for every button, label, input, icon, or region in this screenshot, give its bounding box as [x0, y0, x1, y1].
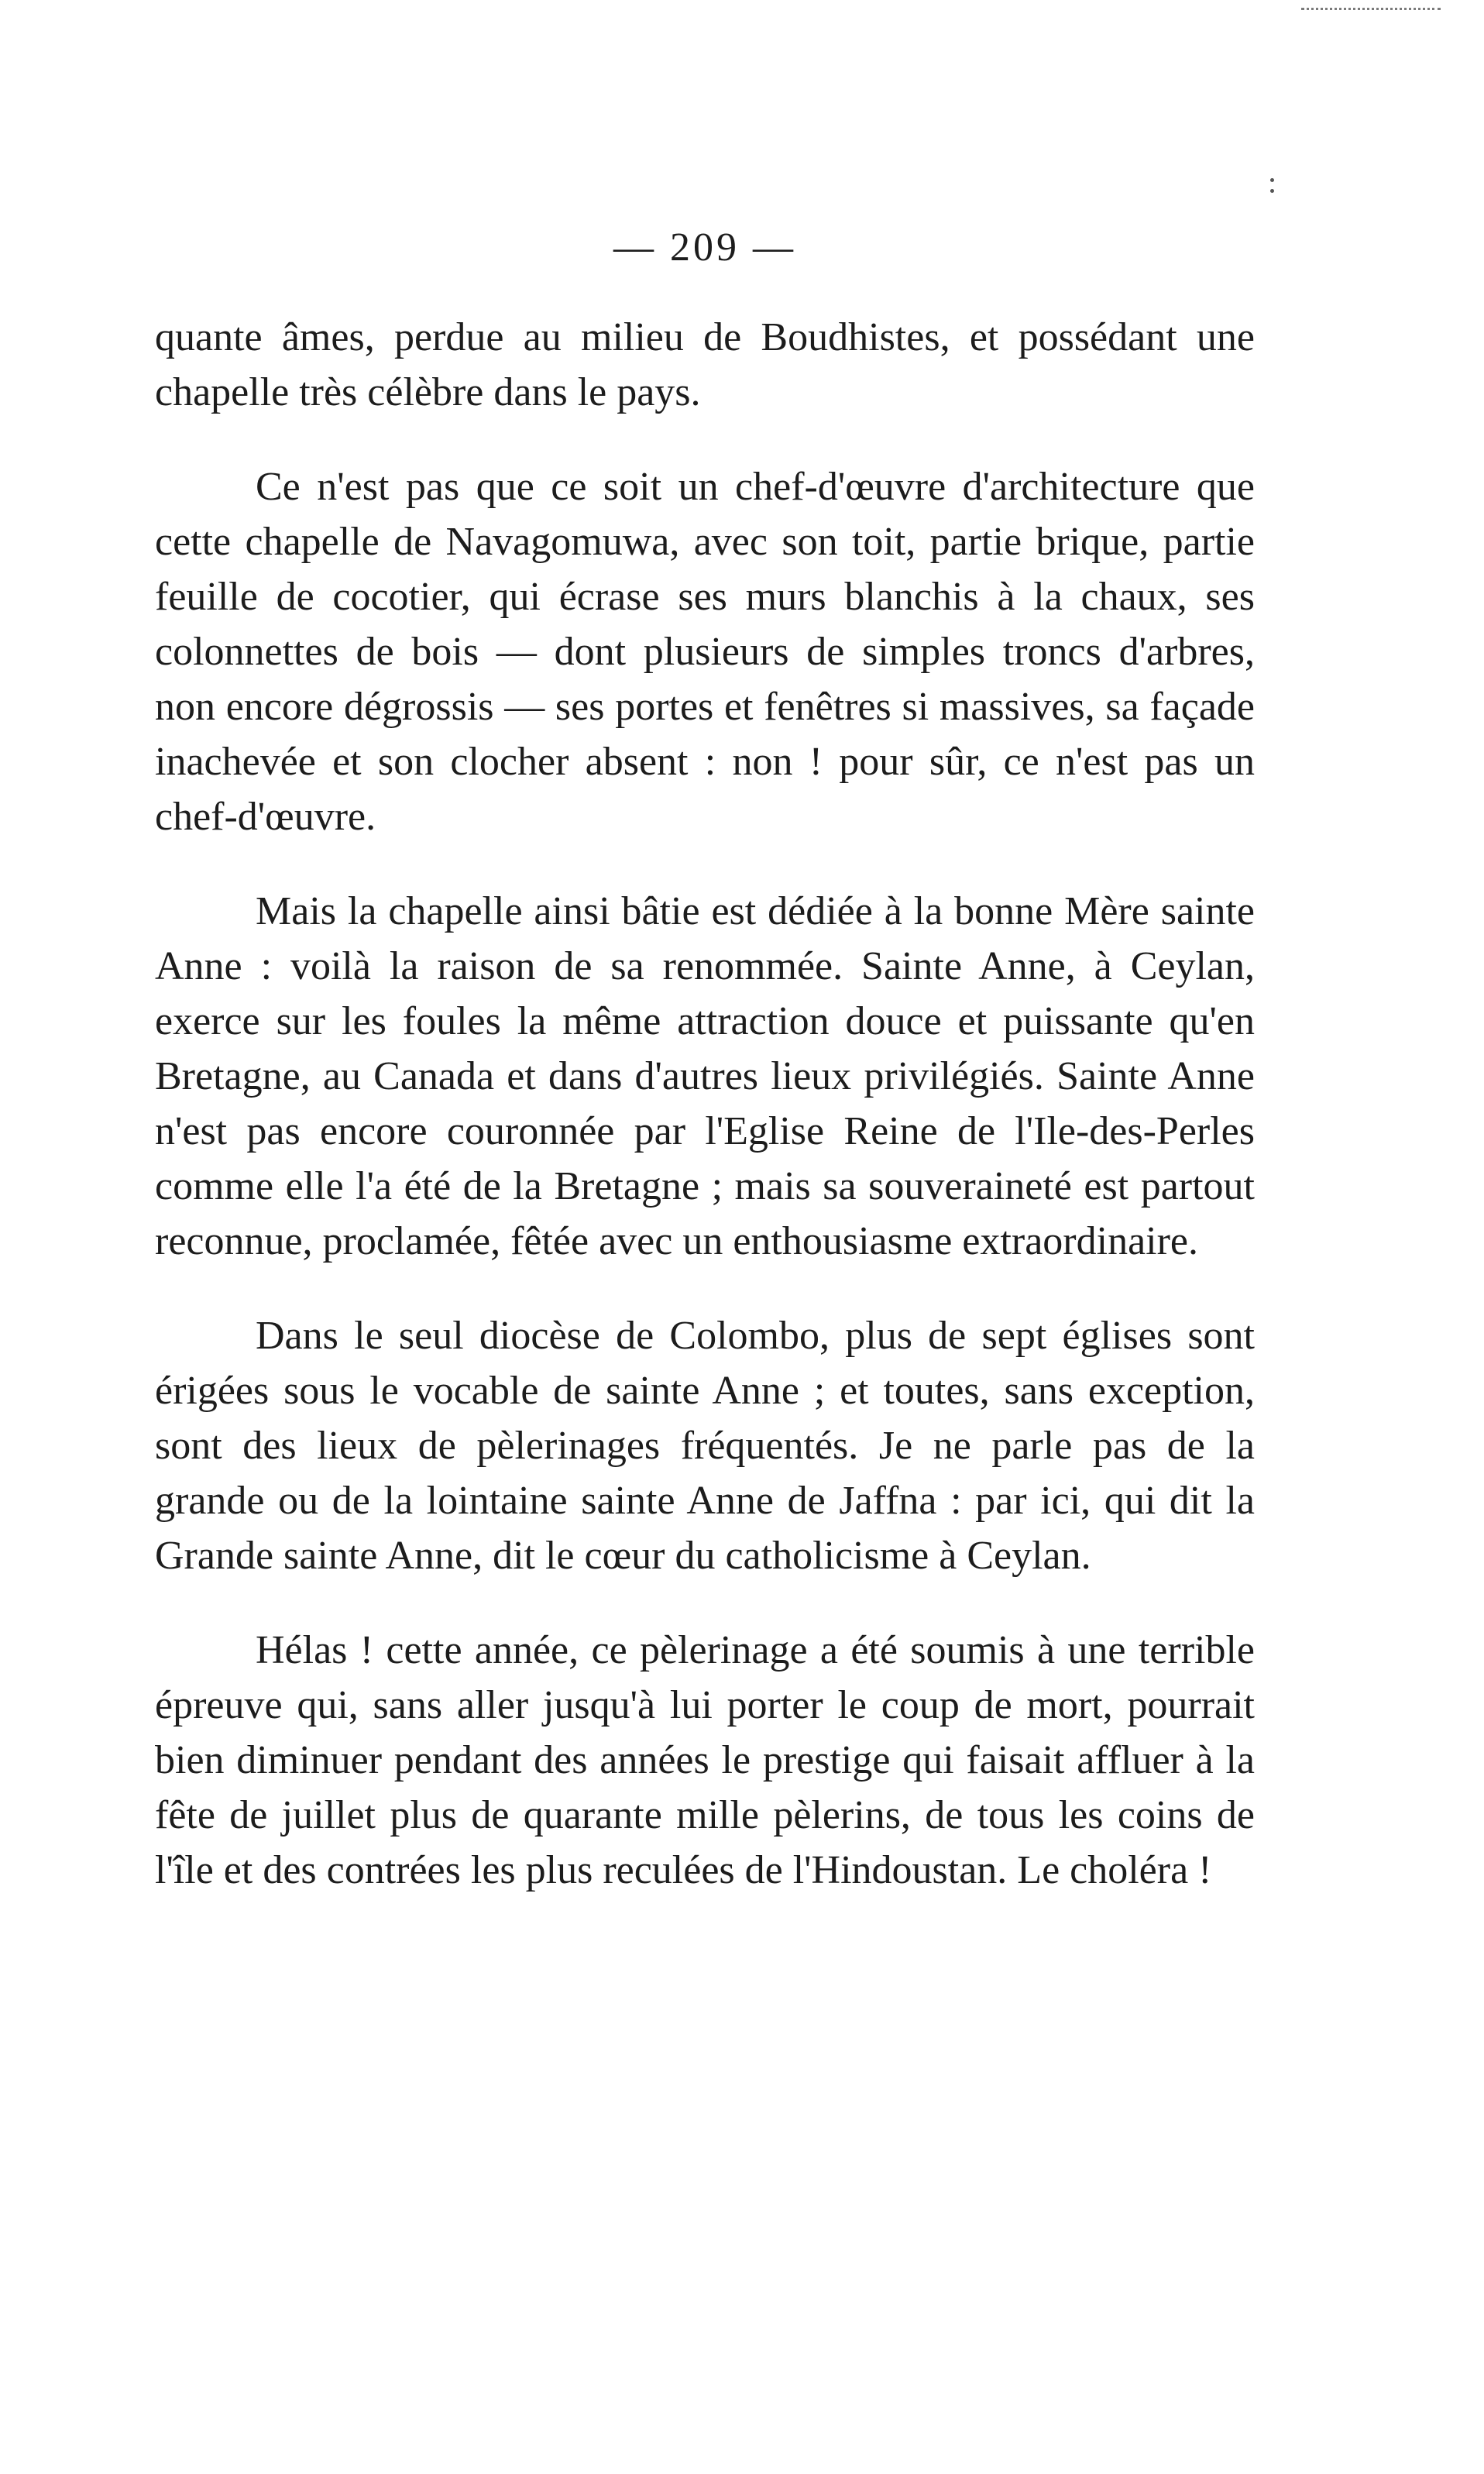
book-page: [155, 0, 1255, 2474]
paragraph-3: Mais la chapelle ainsi bâtie est dédiée à la bonne Mère sainte Anne : voilà la raison de sa renommée. Sainte Anne, à Ceylan, exerce sur les foules la même attraction douce et puissante qu'en Bretagne, au Canada et dans d'autres lieux privilégiés. Sainte Anne n'est pas encore couronnée par l'Eglise Reine de l'Ile-des-Perles comme elle l'a été de la Bretagne ; mais sa souveraineté est partout reconnue, proclamée, fêtée avec un enthousiasme extraordinaire.: [155, 889, 1255, 1263]
paragraph-5: Hélas ! cette année, ce pèlerinage a été soumis à une terrible épreuve qui, sans aller jusqu'à lui porter le coup de mort, pourrait bien diminuer pendant des années le prestige qui faisait affluer à la fête de juillet plus de quarante mille pèlerins, de tous les coins de l'île et des contrées les plus reculées de l'Hindoustan. Le choléra !: [155, 1628, 1255, 1892]
page-number: — 209 —: [613, 225, 796, 270]
page-body: [155, 310, 1255, 1898]
scan-specks: [1270, 178, 1275, 197]
paragraph-2: Ce n'est pas que ce soit un chef-d'œuvre d'architecture que cette chapelle de Navagomuwa, avec son toit, partie brique, partie feuille de cocotier, qui écrase ses murs blanchis à la chaux, ses colonnettes de bois — dont plusieurs de simples troncs d'arbres, non encore dégrossis — ses portes et fenêtres si massives, sa façade inachevée et son clocher absent : non ! pour sûr, ce n'est pas un chef-d'œuvre.: [155, 465, 1255, 839]
scan-edge-mark: [1301, 8, 1441, 10]
paragraph-1: quante âmes, perdue au milieu de Boudhistes, et possédant une chapelle très célèbre dans le pays.: [155, 315, 1255, 414]
paragraph-4: Dans le seul diocèse de Colombo, plus de sept églises sont érigées sous le vocable de sainte Anne ; et toutes, sans exception, sont des lieux de pèlerinages fréquentés. Je ne parle pas de la grande ou de la lointaine sainte Anne de Jaffna : par ici, qui dit la Grande sainte Anne, dit le cœur du catholicisme à Ceylan.: [155, 1314, 1255, 1578]
